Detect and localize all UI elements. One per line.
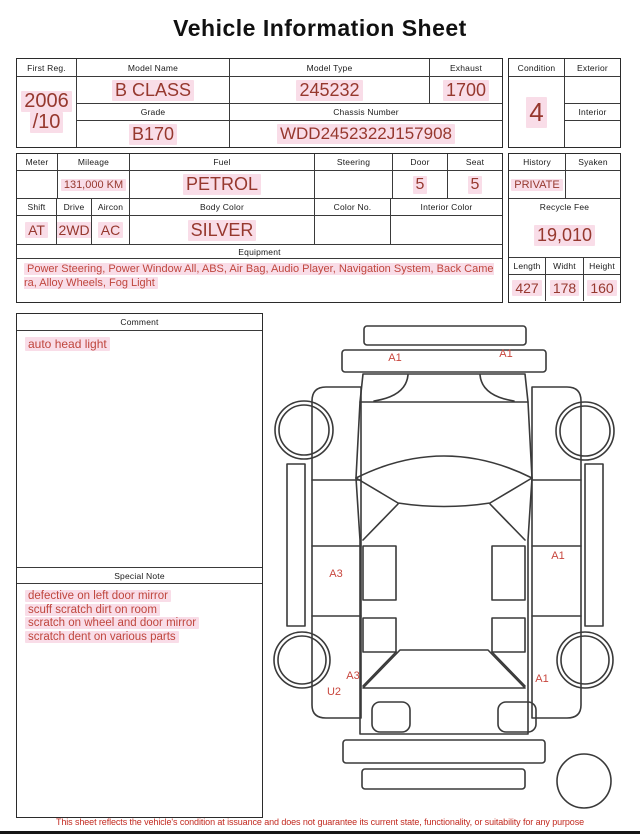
damage-marker: A1 bbox=[499, 348, 513, 360]
exterior-label: Exterior bbox=[565, 59, 620, 77]
body-color-label: Body Color bbox=[130, 199, 315, 216]
model-name-text: B CLASS bbox=[112, 80, 194, 101]
identity-table bbox=[16, 58, 503, 148]
aircon-text: AC bbox=[98, 222, 123, 238]
special-note-label: Special Note bbox=[17, 567, 262, 584]
drive-label: Drive bbox=[57, 199, 92, 216]
width-value bbox=[546, 275, 584, 301]
damage-marker: A3 bbox=[329, 568, 343, 580]
front-left-wheel bbox=[275, 401, 333, 459]
rear-lamp-left bbox=[372, 702, 410, 732]
special-note-text-4: scratch dent on various parts bbox=[25, 631, 179, 643]
recycle-fee-text: 19,010 bbox=[534, 225, 595, 246]
seat-text: 5 bbox=[468, 176, 483, 194]
condition-label: Condition bbox=[509, 59, 565, 77]
damage-marker: A1 bbox=[388, 352, 402, 364]
damage-marker: A3 bbox=[346, 670, 360, 682]
front-door-cut-left bbox=[363, 504, 398, 540]
front-left-wheel-inner bbox=[279, 405, 329, 455]
special-note-value bbox=[17, 584, 262, 650]
width-text: 178 bbox=[550, 280, 579, 296]
length-label: Length bbox=[509, 258, 546, 275]
meter-value bbox=[17, 171, 58, 199]
exterior-value bbox=[565, 77, 620, 104]
disclaimer-text: This sheet reflects the vehicle's condition at issuance and does not guarantee its current state, functionality, or suitability for any purpose bbox=[55, 817, 585, 827]
seat-value bbox=[448, 171, 502, 199]
rear-right-wheel-inner bbox=[561, 636, 609, 684]
front-door-cut-right bbox=[490, 504, 525, 540]
exhaust-text: 1700 bbox=[443, 80, 489, 101]
first-reg-year: 2006 bbox=[21, 91, 72, 112]
left-inner-panel-2 bbox=[363, 618, 396, 652]
history-value bbox=[509, 171, 566, 199]
bottom-edge-bar bbox=[0, 831, 640, 834]
body-color-value bbox=[130, 216, 315, 245]
special-note-text-1: defective on left door mirror bbox=[25, 590, 171, 602]
color-no-label: Color No. bbox=[315, 199, 391, 216]
interior-color-value bbox=[391, 216, 502, 245]
shift-label: Shift bbox=[17, 199, 57, 216]
width-label: Widht bbox=[546, 258, 584, 275]
c-pillar-right bbox=[492, 652, 525, 686]
fuel-text: PETROL bbox=[183, 174, 261, 195]
door-text: 5 bbox=[413, 176, 428, 194]
exhaust-label: Exhaust bbox=[430, 59, 502, 77]
spec-table bbox=[16, 153, 503, 303]
condition-value bbox=[509, 77, 565, 147]
rear-bumper-strip bbox=[343, 740, 545, 763]
grade-text: B170 bbox=[129, 124, 177, 145]
drive-text: 2WD bbox=[57, 222, 92, 238]
recycle-fee-label: Recycle Fee bbox=[539, 201, 590, 212]
right-inner-panel-2 bbox=[492, 618, 525, 652]
chassis-number-label: Chassis Number bbox=[230, 104, 502, 121]
first-reg-month: /10 bbox=[30, 112, 64, 133]
mileage-label: Mileage bbox=[58, 154, 130, 171]
shift-value bbox=[17, 216, 57, 245]
rear-lamp-right bbox=[498, 702, 536, 732]
aircon-value bbox=[92, 216, 130, 245]
damage-marker: A1 bbox=[535, 673, 549, 685]
rear-right-wheel bbox=[557, 632, 613, 688]
left-side-dividers bbox=[312, 480, 361, 616]
door-label: Door bbox=[393, 154, 448, 171]
steering-label: Steering bbox=[315, 154, 393, 171]
door-value bbox=[393, 171, 448, 199]
damage-marker: A1 bbox=[551, 550, 565, 562]
height-value bbox=[584, 275, 620, 301]
interior-label: Interior bbox=[565, 104, 620, 121]
length-value bbox=[509, 275, 546, 301]
left-inner-panel bbox=[363, 546, 396, 600]
tailgate bbox=[363, 650, 525, 688]
wiper-right bbox=[480, 375, 514, 401]
right-sill bbox=[585, 464, 603, 626]
spare-wheel bbox=[557, 754, 611, 808]
special-note-line bbox=[25, 590, 254, 604]
exhaust-value bbox=[430, 77, 502, 104]
comment-text: auto head light bbox=[25, 337, 110, 351]
color-no-value bbox=[315, 216, 391, 245]
syaken-value bbox=[566, 171, 620, 199]
drive-value bbox=[57, 216, 92, 245]
damage-marker: U2 bbox=[326, 686, 342, 698]
shift-text: AT bbox=[25, 222, 48, 238]
chassis-number-text: WDD2452322J157908 bbox=[277, 124, 455, 144]
height-label: Height bbox=[584, 258, 620, 275]
equipment-label: Equipment bbox=[17, 245, 502, 259]
length-text: 427 bbox=[512, 280, 541, 296]
history-fee-table bbox=[508, 153, 621, 303]
rear-left-wheel-inner bbox=[278, 636, 326, 684]
steering-value bbox=[315, 171, 393, 199]
front-bumper-strip bbox=[364, 326, 526, 345]
aircon-label: Aircon bbox=[92, 199, 130, 216]
first-reg-label: First Reg. bbox=[17, 59, 77, 77]
seat-label: Seat bbox=[448, 154, 502, 171]
front-right-wheel bbox=[556, 402, 614, 460]
recycle-fee-value bbox=[509, 214, 620, 258]
rear-left-wheel bbox=[274, 632, 330, 688]
c-pillar-left bbox=[363, 652, 396, 686]
model-type-label: Model Type bbox=[230, 59, 430, 77]
condition-text: 4 bbox=[526, 97, 546, 128]
fuel-value bbox=[130, 171, 315, 199]
model-type-value bbox=[230, 77, 430, 104]
special-note-line bbox=[25, 631, 254, 645]
model-name-value bbox=[77, 77, 230, 104]
left-sill bbox=[287, 464, 305, 626]
fuel-label: Fuel bbox=[130, 154, 315, 171]
chassis-number-value bbox=[230, 121, 502, 147]
bonnet-strip bbox=[342, 350, 546, 372]
first-reg-value bbox=[17, 77, 77, 147]
syaken-label: Syaken bbox=[566, 154, 620, 171]
rear-lower-strip bbox=[362, 769, 525, 789]
condition-table bbox=[508, 58, 621, 148]
wiper-left bbox=[374, 375, 408, 401]
body-color-text: SILVER bbox=[188, 220, 257, 241]
body-outline bbox=[356, 402, 532, 734]
grade-label: Grade bbox=[77, 104, 230, 121]
interior-value bbox=[565, 121, 620, 147]
mileage-text: 131,000 KM bbox=[61, 179, 126, 191]
history-text: PRIVATE bbox=[511, 179, 562, 191]
model-name-label: Model Name bbox=[77, 59, 230, 77]
special-note-text-3: scratch on wheel and door mirror bbox=[25, 617, 199, 629]
equipment-value bbox=[17, 259, 502, 302]
special-note-text-2: scuff scratch dirt on room bbox=[25, 604, 160, 616]
equipment-text: Power Steering, Power Window All, ABS, Air Bag, Audio Player, Navigation System, Back Camera, Alloy Wheels, Fog Light bbox=[24, 263, 494, 289]
left-side-panel bbox=[312, 387, 361, 718]
grade-value bbox=[77, 121, 230, 147]
meter-label: Meter bbox=[17, 154, 58, 171]
roof-rear-edge bbox=[356, 478, 532, 507]
roof-front-arc bbox=[356, 456, 532, 478]
comment-box bbox=[16, 313, 263, 818]
car-damage-diagram bbox=[268, 310, 640, 812]
comment-label: Comment bbox=[17, 314, 262, 331]
special-note-line bbox=[25, 617, 254, 631]
front-right-wheel-inner bbox=[560, 406, 610, 456]
right-inner-panel bbox=[492, 546, 525, 600]
height-text: 160 bbox=[587, 280, 616, 296]
model-type-text: 245232 bbox=[296, 80, 362, 101]
special-note-line bbox=[25, 604, 254, 618]
page-title: Vehicle Information Sheet bbox=[173, 15, 467, 41]
comment-value bbox=[17, 331, 262, 567]
history-label: History bbox=[509, 154, 566, 171]
right-side-dividers bbox=[532, 480, 581, 616]
mileage-value bbox=[58, 171, 130, 199]
interior-color-label: Interior Color bbox=[391, 199, 502, 216]
